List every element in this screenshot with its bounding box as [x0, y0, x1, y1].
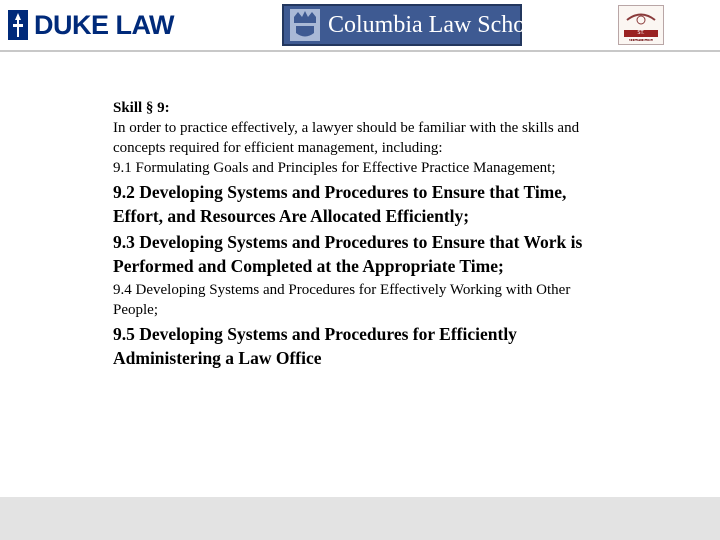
skill-item-9-4: 9.4 Developing Systems and Procedures for Effectively Working with Other People; — [113, 282, 571, 318]
skill-item-9-3: 9.3 Developing Systems and Procedures to Ensure that Work is Performed and Completed at the Appropriate Time; — [113, 232, 583, 276]
skill-heading: Skill § 9: — [113, 100, 170, 116]
columbia-crown-shield-icon — [290, 9, 320, 41]
duke-law-text: DUKE LAW — [34, 9, 174, 40]
duke-law-logo — [8, 8, 174, 42]
skill-item-9-1: 9.1 Formulating Goals and Principles for Effective Practice Management; — [113, 160, 556, 176]
intro-paragraph: In order to practice effectively, a lawyer should be familiar with the skills and concepts required for efficient management, including: — [113, 120, 580, 156]
columbia-law-school-logo — [282, 4, 544, 46]
header-divider — [0, 50, 720, 52]
skill-item-9-5: 9.5 Developing Systems and Procedures for Efficiently Administering a Law Office — [113, 324, 517, 368]
header-bar — [0, 0, 720, 52]
columbia-logo-text: Columbia Law School — [328, 11, 544, 38]
footer-bar — [0, 497, 720, 540]
seal-text: ST. STEPHENS — [624, 30, 658, 37]
slide-body — [113, 98, 613, 372]
st-stephens-seal — [618, 5, 664, 45]
skill-item-9-2: 9.2 Developing Systems and Procedures to Ensure that Time, Effort, and Resources Are Allocated Efficiently; — [113, 182, 567, 226]
duke-chapel-icon — [8, 10, 28, 40]
